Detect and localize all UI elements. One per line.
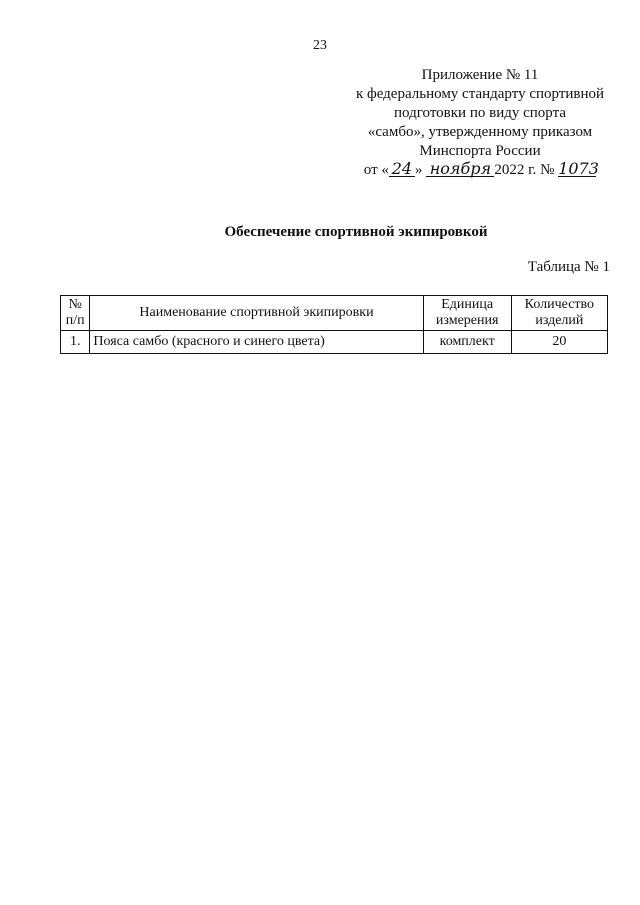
header-unit: Единица измерения [423, 296, 511, 331]
annex-line-standard: к федеральному стандарту спортивной [355, 86, 605, 102]
annex-header [340, 66, 620, 180]
annex-line-sport: подготовки по виду спорта [394, 105, 566, 121]
row-num: 1. [61, 331, 90, 354]
row-qty: 20 [511, 331, 607, 354]
document-title: Обеспечение спортивной экипировкой [224, 224, 488, 240]
handwritten-month: ноября [426, 161, 494, 177]
date-prefix: от « [363, 162, 389, 178]
row-name: Пояса самбо (красного и синего цвета) [90, 331, 423, 354]
table-header-row [61, 296, 608, 331]
equipment-table [60, 295, 608, 354]
header-num: № п/п [61, 296, 90, 331]
handwritten-order-number: 1073 [558, 159, 599, 178]
handwritten-day: 24 [389, 161, 415, 177]
date-quote-close: » [414, 162, 423, 178]
table-row [61, 331, 608, 354]
row-unit: комплект [423, 331, 511, 354]
annex-date-line [340, 161, 620, 180]
table-caption: Таблица № 1 [527, 259, 610, 275]
annex-line-ministry: Минспорта России [419, 143, 541, 159]
page-number: 23 [313, 38, 327, 53]
date-year: 2022 г. № [494, 162, 555, 178]
annex-line-order: «самбо», утвержденному приказом [367, 124, 593, 140]
header-qty: Количество изделий [511, 296, 607, 331]
annex-number: Приложение № 11 [421, 67, 539, 83]
header-name: Наименование спортивной экипировки [90, 296, 423, 331]
